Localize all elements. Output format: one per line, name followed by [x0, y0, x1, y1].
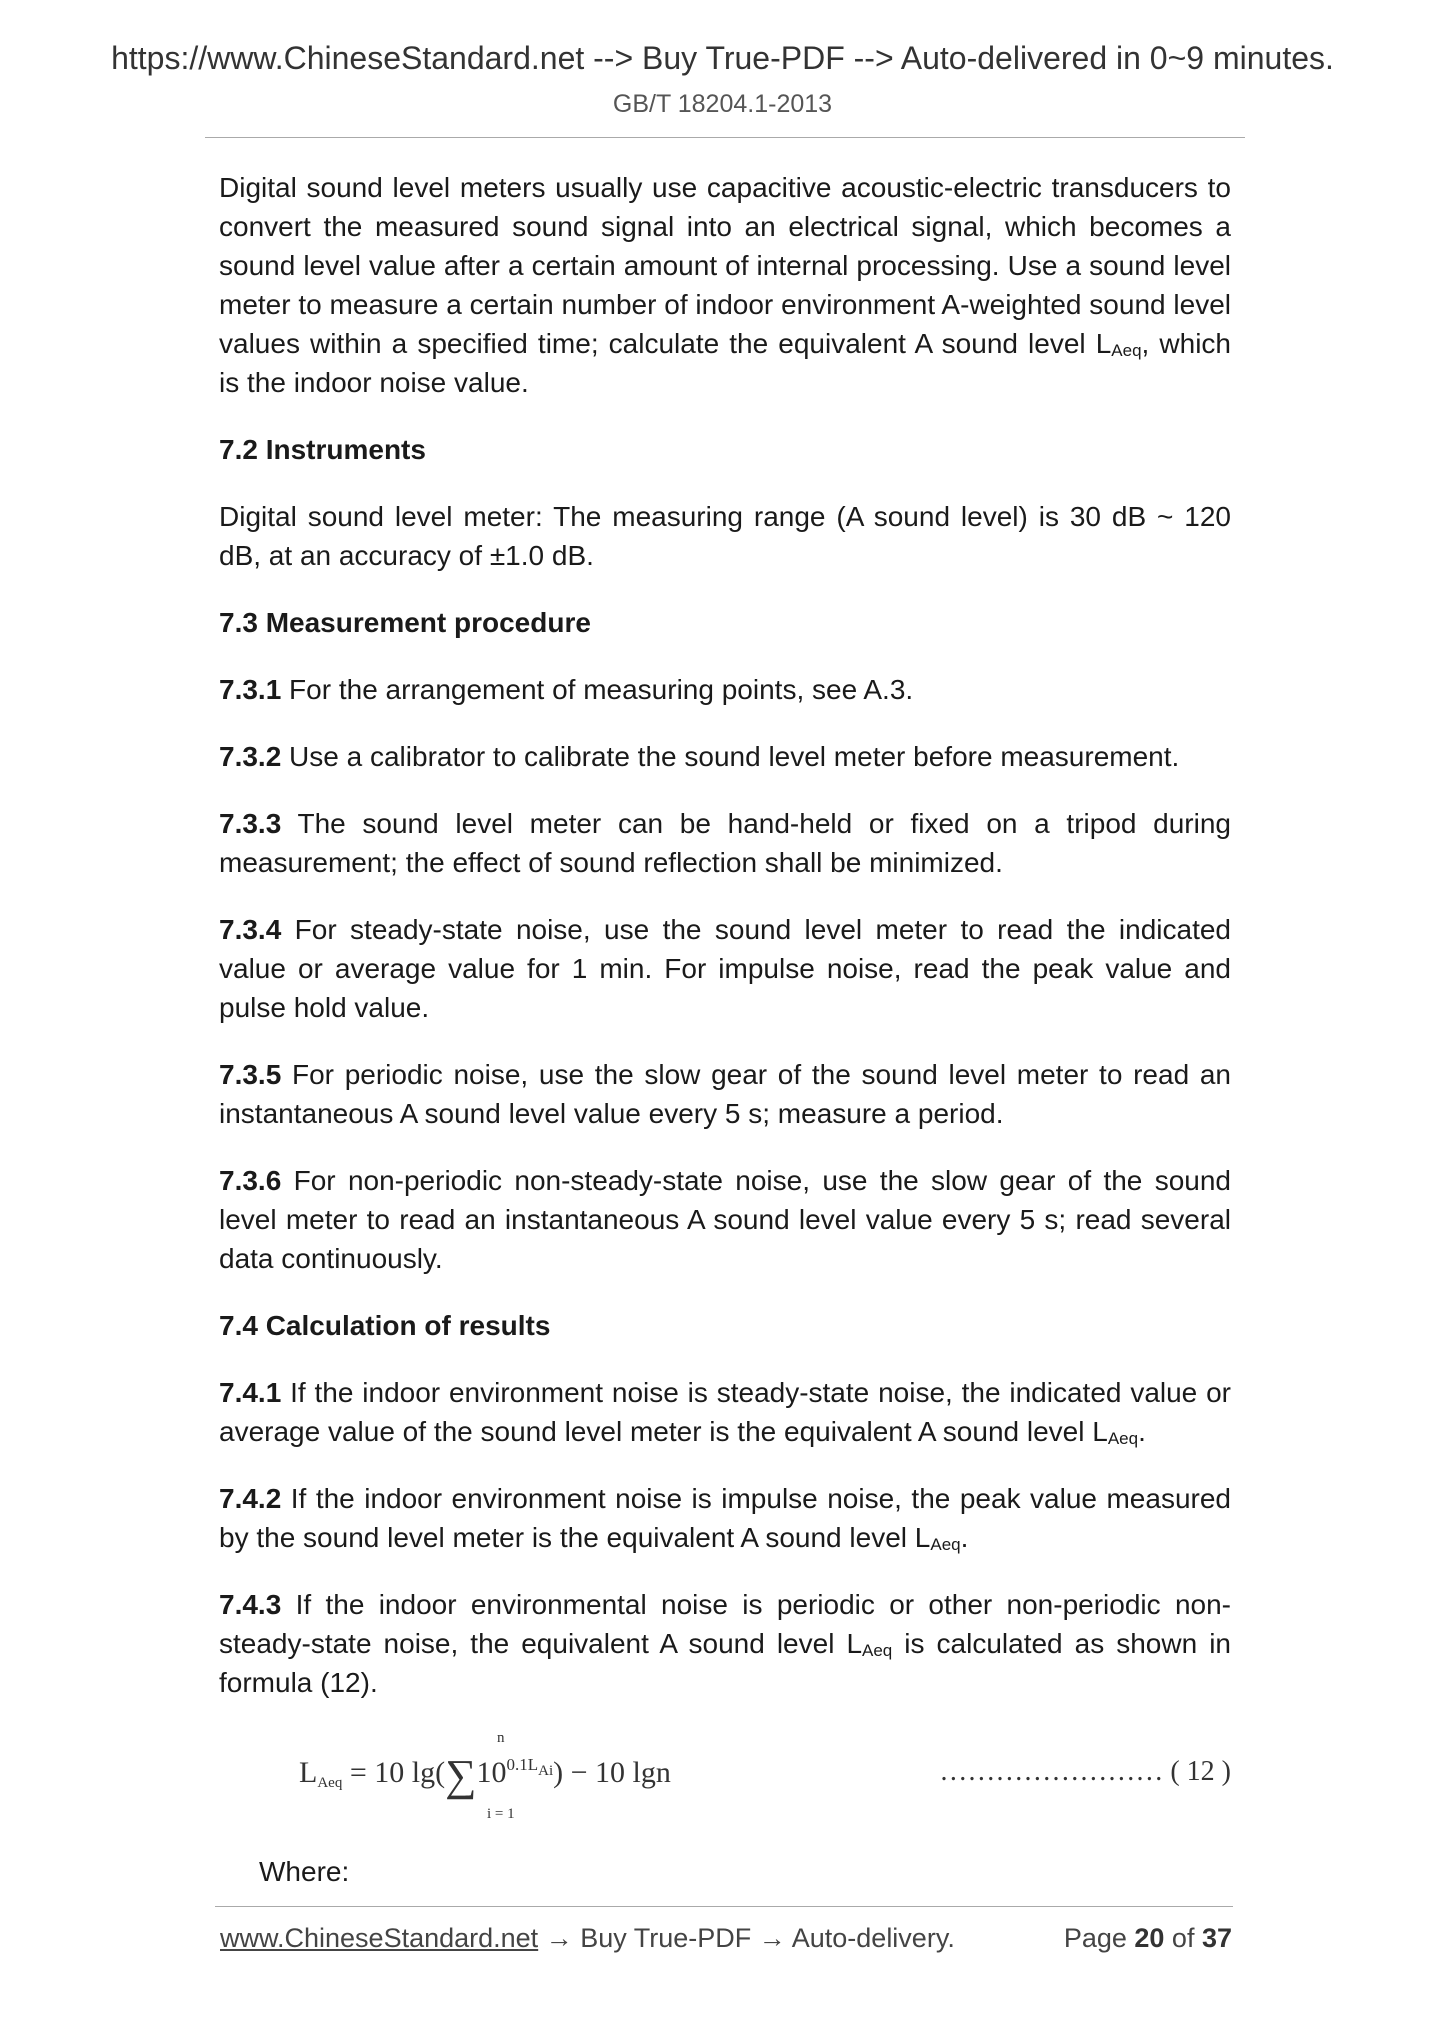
header-banner[interactable]: https://www.ChineseStandard.net --> Buy True-PDF --> Auto-delivered in 0~9 minutes.: [111, 40, 1334, 76]
summation-lower-limit: i = 1: [487, 1806, 515, 1822]
page-number: Page 20 of 37: [1063, 1923, 1232, 1953]
clause-7-3-4: 7.3.4 For steady-state noise, use the sound level meter to read the indicated value or average value for 1 min. For impulse noise, read the peak value and pulse hold value.: [219, 914, 1231, 1023]
section-7-4-heading: 7.4 Calculation of results: [219, 1310, 551, 1341]
clause-7-3-6: 7.3.6 For non-periodic non-steady-state noise, use the slow gear of the sound level meter to read an instantaneous A sound level value every 5 s; read several data continuously.: [219, 1165, 1231, 1274]
summation-upper-limit: n: [497, 1730, 505, 1746]
clause-7-3-5: 7.3.5 For periodic noise, use the slow gear of the sound level meter to read an instantaneous A sound level value every 5 s; measure a period.: [219, 1059, 1231, 1129]
summation-symbol: ∑: [445, 1751, 477, 1800]
footer-buy-text: → Buy True-PDF → Auto-delivery.: [538, 1923, 955, 1953]
where-label: Where:: [259, 1856, 350, 1887]
formula-expression: LAeq = 10 $\lg(\sum 10^{0.1LAi}) - 10$ lgn: [299, 1751, 671, 1800]
clause-7-4-2: 7.4.2 If the indoor environment noise is impulse noise, the peak value measured by the sound level meter is the equivalent A sound level $L_{Aeq}$.: [219, 1483, 1231, 1554]
formula-12: [219, 1730, 1231, 1830]
footer-site-link[interactable]: www.ChineseStandard.net: [220, 1923, 539, 1953]
header-divider: [205, 137, 1245, 138]
instruments-paragraph: Digital sound level meter: The measuring range (A sound level) is 30 dB ~ 120 dB, at an accuracy of ±1.0 dB.: [219, 501, 1231, 571]
clause-7-3-1: 7.3.1 For the arrangement of measuring points, see A.3.: [219, 674, 914, 705]
intro-paragraph: Digital sound level meters usually use capacitive acoustic-electric transducers to convert the measured sound signal into an electrical signal, which becomes a sound level value after a certain amount of internal processing. Use a sound level meter to measure a certain number of indoor environment A-weighted sound level values within a specified time; calculate the equivalent A sound level $L_{Aeq}$, which is the indoor noise value.: [219, 172, 1231, 398]
section-7-3-heading: 7.3 Measurement procedure: [219, 607, 591, 638]
clause-7-3-3: 7.3.3 The sound level meter can be hand-held or fixed on a tripod during measurement; the effect of sound reflection shall be minimized.: [219, 808, 1231, 878]
formula-reference: …………………… ( 12 ): [939, 1756, 1231, 1787]
clause-7-4-3: 7.4.3 If the indoor environmental noise is periodic or other non-periodic non-steady-state noise, the equivalent A sound level $L_{Aeq}$ is calculated as shown in formula (12).: [219, 1589, 1231, 1698]
document-code: GB/T 18204.1-2013: [612, 90, 833, 118]
section-7-2-heading: 7.2 Instruments: [219, 434, 426, 465]
clause-7-4-1: 7.4.1 If the indoor environment noise is steady-state noise, the indicated value or average value of the sound level meter is the equivalent A sound level $L_{Aeq}$.: [219, 1377, 1231, 1448]
footer: [220, 1923, 1232, 1954]
page-content: [219, 168, 1231, 1919]
clause-7-3-2: 7.3.2 Use a calibrator to calibrate the sound level meter before measurement.: [219, 741, 1180, 772]
footer-divider: [215, 1906, 1233, 1907]
